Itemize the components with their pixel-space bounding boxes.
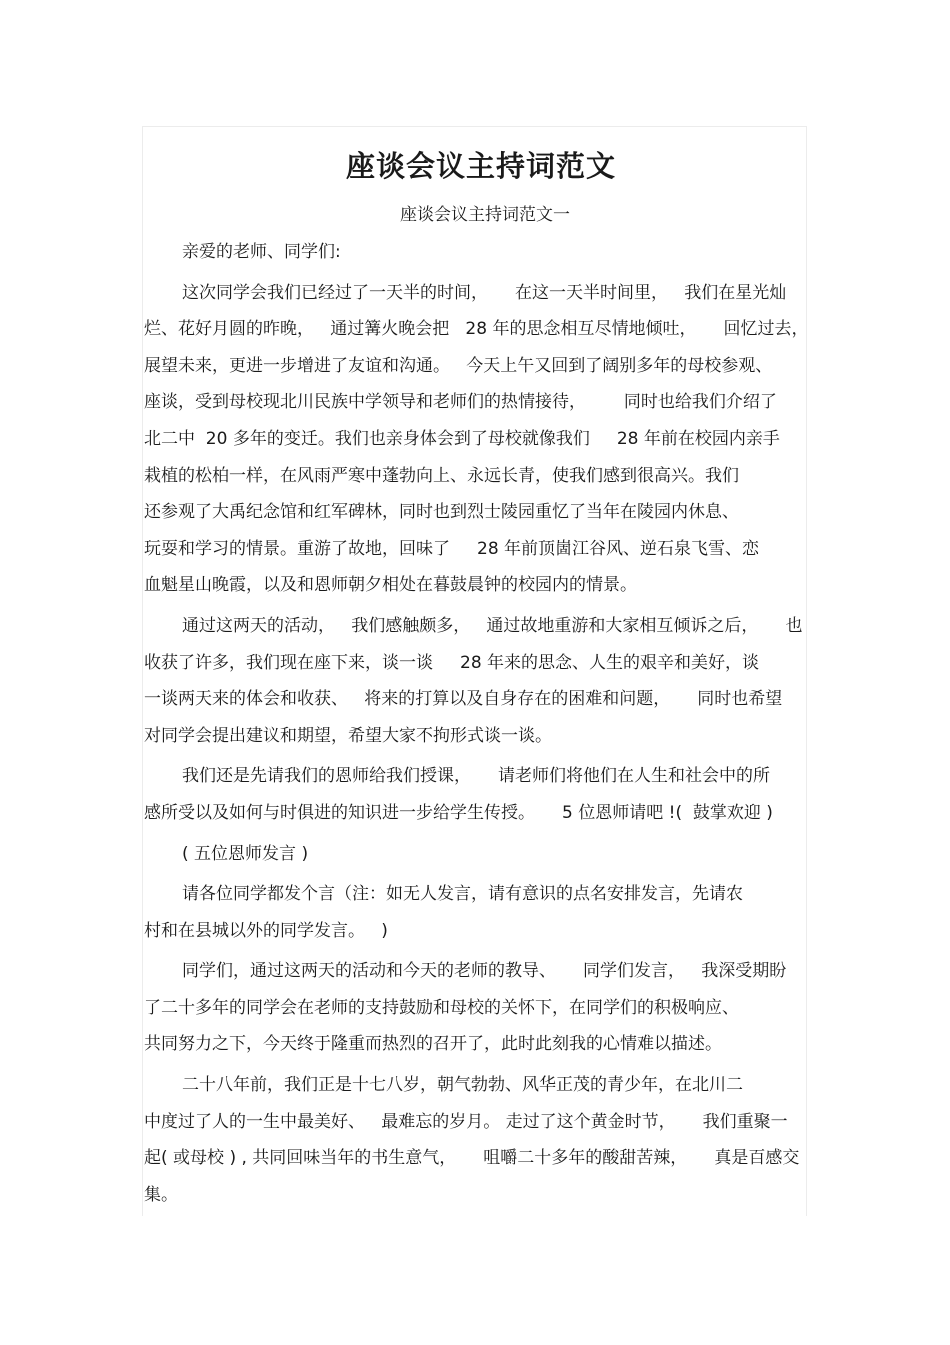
paragraph: [144, 758, 806, 831]
paragraph-line: 起( 或母校 ) , 共同回味当年的书生意气， 咀嚼二十多年的酸甜苦辣， 真是百感交: [144, 1148, 800, 1169]
paragraph-line: 玩耍和学习的情景。重游了故地，回味了 28 年前顶崮江谷风、逆石泉飞雪、恋: [144, 538, 760, 559]
paragraph: [144, 953, 806, 1063]
paragraph-line: ( 五位恩师发言 ): [182, 843, 309, 864]
document-title: 座谈会议主持词范文: [345, 149, 616, 183]
paragraph-line: 还参观了大禹纪念馆和红军碑林，同时也到烈士陵园重忆了当年在陵园内休息、: [144, 502, 739, 523]
paragraph-line: 展望未来，更进一步增进了友谊和沟通。 今天上午又回到了阔别多年的母校参观、: [144, 355, 773, 376]
paragraph: [144, 836, 806, 873]
paragraph-line: 共同努力之下，今天终于隆重而热烈的召开了，此时此刻我的心情难以描述。: [144, 1034, 722, 1055]
paragraph-line: 村和在县城以外的同学发言。 ): [144, 920, 388, 941]
paragraph-line: 对同学会提出建议和期望，希望大家不拘形式谈一谈。: [144, 725, 552, 746]
paragraph-line: 了二十多年的同学会在老师的支持鼓励和母校的关怀下，在同学们的积极响应、: [144, 997, 739, 1018]
document-subtitle: 座谈会议主持词范文一: [400, 205, 570, 225]
paragraph-line: 一谈两天来的体会和收获、 将来的打算以及自身存在的困难和问题， 同时也希望: [144, 689, 783, 710]
paragraph-line: 这次同学会我们已经过了一天半的时间， 在这一天半时间里， 我们在星光灿: [182, 282, 787, 303]
document-body: [144, 140, 809, 1213]
paragraph-line: 同学们，通过这两天的活动和今天的老师的教导、 同学们发言， 我深受期盼: [182, 961, 787, 982]
paragraph-line: 感所受以及如何与时俱进的知识进一步给学生传授。 5 位恩师请吧 !( 鼓掌欢迎 ): [144, 802, 773, 823]
paragraph-line: 座谈，受到母校现北川民族中学领导和老师们的热情接待， 同时也给我们介绍了: [144, 392, 777, 413]
paragraph-line: 北二中 20 多年的变迁。我们也亲身体会到了母校就像我们 28 年前在校园内亲手: [144, 428, 780, 449]
paragraph-line: 收获了许多，我们现在座下来，谈一谈 28 年来的思念、人生的艰辛和美好，谈: [144, 652, 760, 673]
paragraph-line: 二十八年前，我们正是十七八岁，朝气勃勃、风华正茂的青少年，在北川二: [182, 1075, 743, 1096]
paragraph: [144, 1067, 806, 1213]
paragraph: [144, 275, 809, 604]
paragraph: [144, 608, 806, 754]
paragraph-line: 请各位同学都发个言（注：如无人发言，请有意识的点名安排发言，先请农: [182, 884, 743, 905]
paragraph-line: 集。: [144, 1184, 178, 1205]
paragraph: [144, 234, 806, 271]
paragraph-line: 栽植的松柏一样，在风雨严寒中蓬勃向上、永远长青，使我们感到很高兴。我们: [144, 465, 739, 486]
paragraph-line: 通过这两天的活动， 我们感触颇多， 通过故地重游和大家相互倾诉之后， 也: [182, 615, 803, 636]
paragraph: [144, 876, 806, 949]
paragraph-line: 亲爱的老师、同学们:: [182, 242, 341, 262]
paragraph-line: 中度过了人的一生中最美好、 最难忘的岁月。 走过了这个黄金时节， 我们重聚一: [144, 1111, 788, 1132]
paragraph-line: 我们还是先请我们的恩师给我们授课， 请老师们将他们在人生和社会中的所: [182, 766, 771, 787]
paragraph-container: [144, 234, 809, 1213]
paragraph-line: 血魁星山晚霞，以及和恩师朝夕相处在暮鼓晨钟的校园内的情景。: [144, 575, 637, 596]
paragraph-line: 烂、花好月圆的昨晚， 通过篝火晚会把 28 年的思念相互尽情地倾吐， 回忆过去，: [144, 319, 809, 340]
